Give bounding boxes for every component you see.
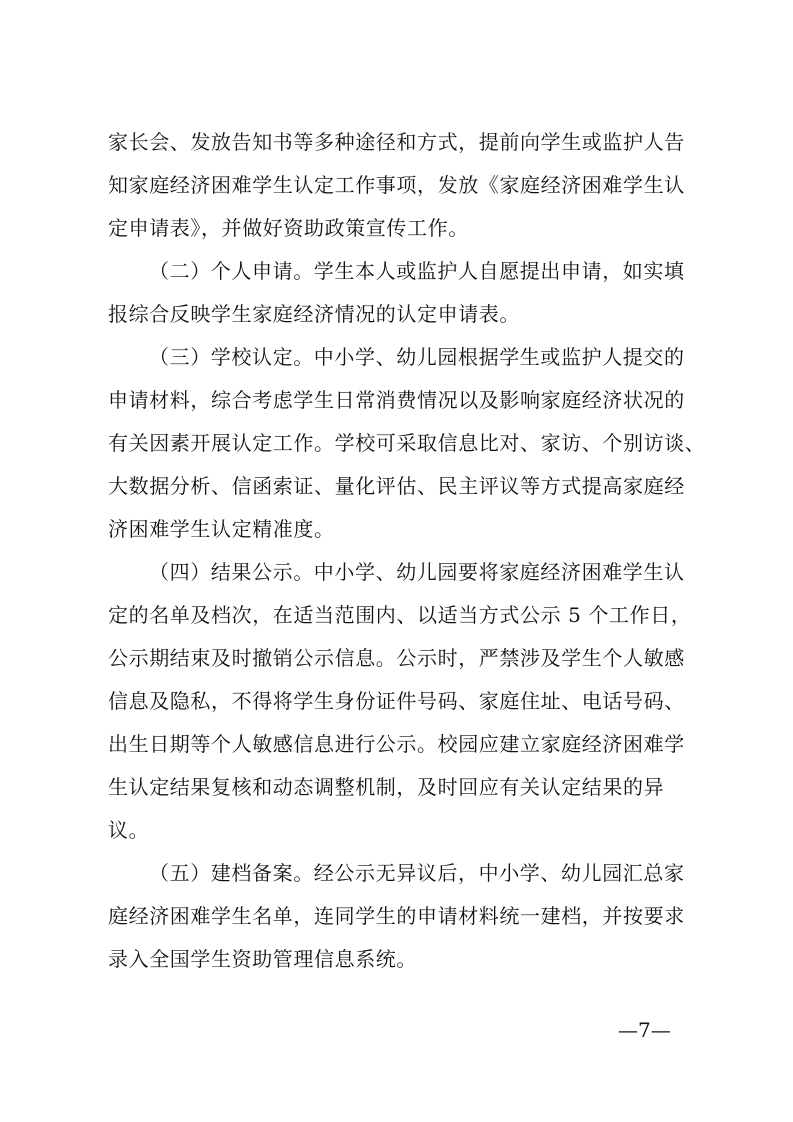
section-3-line-1: （三）学校认定。中小学、幼儿园根据学生或监护人提交的: [149, 345, 685, 369]
section-5-line-1: （五）建档备案。经公示无异议后，中小学、幼儿园汇总家: [149, 861, 685, 885]
section-3-line-5: 济困难学生认定精准度。: [108, 517, 335, 541]
section-4-line-3: 公示期结束及时撤销公示信息。公示时，严禁涉及学生个人敏感: [108, 646, 685, 670]
section-5-line-3: 录入全国学生资助管理信息系统。: [108, 947, 417, 971]
section-2-line-2: 报综合反映学生家庭经济情况的认定申请表。: [108, 302, 520, 326]
section-3-line-2: 申请材料，综合考虑学生日常消费情况以及影响家庭经济状况的: [108, 388, 685, 412]
section-4-line-1: （四）结果公示。中小学、幼儿园要将家庭经济困难学生认: [149, 560, 685, 584]
text-line-2: 知家庭经济困难学生认定工作事项，发放《家庭经济困难学生认: [108, 173, 685, 197]
section-3-line-3: 有关因素开展认定工作。学校可采取信息比对、家访、个别访谈、: [108, 431, 706, 455]
section-5-line-2: 庭经济困难学生名单，连同学生的申请材料统一建档，并按要求: [108, 904, 685, 928]
section-2-line-1: （二）个人申请。学生本人或监护人自愿提出申请，如实填: [149, 259, 685, 283]
section-4-line-5: 出生日期等个人敏感信息进行公示。校园应建立家庭经济困难学: [108, 732, 685, 756]
section-3-line-4: 大数据分析、信函索证、量化评估、民主评议等方式提高家庭经: [108, 474, 685, 498]
section-4-line-2: 定的名单及档次，在适当范围内、以适当方式公示 5 个工作日，: [108, 603, 692, 627]
text-line-3: 定申请表》，并做好资助政策宣传工作。: [108, 216, 469, 240]
section-4-line-6: 生认定结果复核和动态调整机制，及时回应有关认定结果的异: [108, 775, 665, 799]
section-4-line-4: 信息及隐私，不得将学生身份证件号码、家庭住址、电话号码、: [108, 689, 685, 713]
page-number: —7—: [618, 1018, 671, 1042]
section-4-line-7: 议。: [108, 818, 150, 842]
text-line-1: 家长会、发放告知书等多种途径和方式，提前向学生或监护人告: [108, 130, 685, 154]
